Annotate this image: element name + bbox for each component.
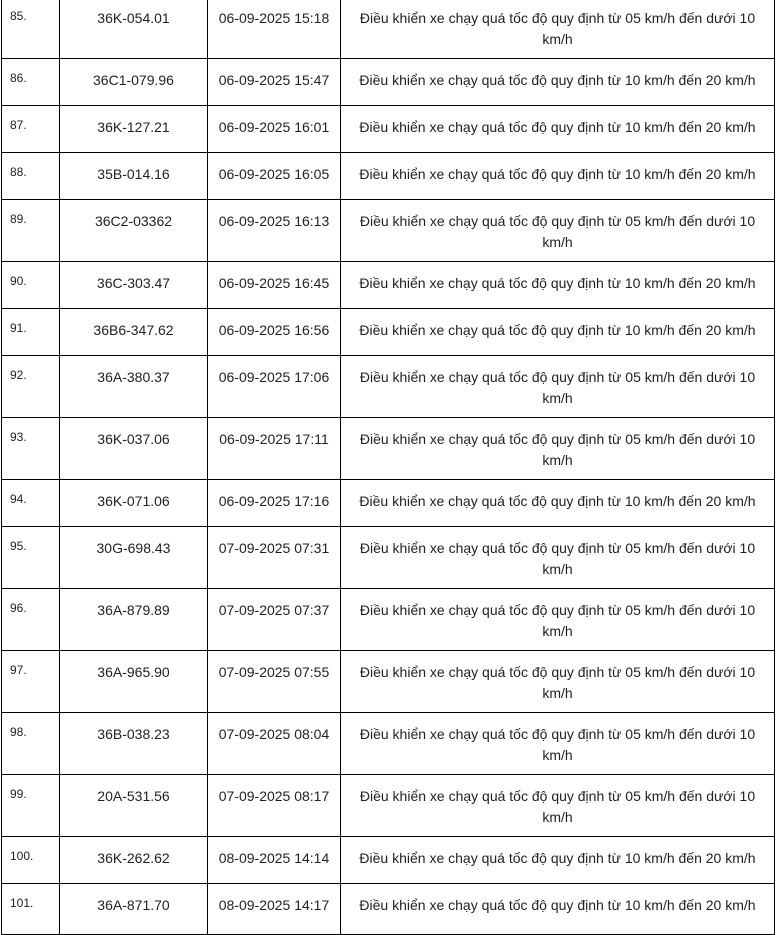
license-plate: 36K-054.01: [60, 0, 208, 59]
violation-description: Điều khiển xe chạy quá tốc độ quy định từ 05 km/h đến dưới 10 km/h: [341, 651, 775, 713]
violation-time: 06-09-2025 16:05: [208, 153, 341, 200]
violation-time: 06-09-2025 17:06: [208, 356, 341, 418]
license-plate: 36A-879.89: [60, 589, 208, 651]
violation-time: 07-09-2025 07:37: [208, 589, 341, 651]
table-row: [2, 837, 775, 884]
row-number: 91.: [2, 309, 60, 356]
violation-description: Điều khiển xe chạy quá tốc độ quy định từ 05 km/h đến dưới 10 km/h: [341, 527, 775, 589]
violation-description: Điều khiển xe chạy quá tốc độ quy định từ 10 km/h đến 20 km/h: [341, 262, 775, 309]
table-row: [2, 713, 775, 775]
violation-time: 08-09-2025 14:14: [208, 837, 341, 884]
row-number: 86.: [2, 59, 60, 106]
row-number: 99.: [2, 775, 60, 837]
license-plate: 36A-871.70: [60, 884, 208, 935]
violation-time: 06-09-2025 17:16: [208, 480, 341, 527]
violation-time: 06-09-2025 16:13: [208, 200, 341, 262]
license-plate: 36A-965.90: [60, 651, 208, 713]
row-number: 95.: [2, 527, 60, 589]
violation-description: Điều khiển xe chạy quá tốc độ quy định từ 05 km/h đến dưới 10 km/h: [341, 589, 775, 651]
license-plate: 36K-127.21: [60, 106, 208, 153]
row-number: 98.: [2, 713, 60, 775]
violation-description: Điều khiển xe chạy quá tốc độ quy định từ 10 km/h đến 20 km/h: [341, 837, 775, 884]
table-row: [2, 153, 775, 200]
table-row: [2, 651, 775, 713]
row-number: 96.: [2, 589, 60, 651]
row-number: 89.: [2, 200, 60, 262]
row-number: 87.: [2, 106, 60, 153]
license-plate: 35B-014.16: [60, 153, 208, 200]
violation-time: 07-09-2025 07:31: [208, 527, 341, 589]
table-row: [2, 106, 775, 153]
violation-time: 07-09-2025 08:17: [208, 775, 341, 837]
license-plate: 20A-531.56: [60, 775, 208, 837]
violations-table: [1, 0, 775, 935]
violation-time: 08-09-2025 14:17: [208, 884, 341, 935]
violation-description: Điều khiển xe chạy quá tốc độ quy định từ 05 km/h đến dưới 10 km/h: [341, 713, 775, 775]
table-row: [2, 0, 775, 59]
row-number: 85.: [2, 0, 60, 59]
table-row: [2, 527, 775, 589]
violation-description: Điều khiển xe chạy quá tốc độ quy định từ 10 km/h đến 20 km/h: [341, 59, 775, 106]
row-number: 94.: [2, 480, 60, 527]
violation-description: Điều khiển xe chạy quá tốc độ quy định từ 10 km/h đến 20 km/h: [341, 153, 775, 200]
row-number: 88.: [2, 153, 60, 200]
violation-description: Điều khiển xe chạy quá tốc độ quy định từ 10 km/h đến 20 km/h: [341, 480, 775, 527]
violation-time: 06-09-2025 16:56: [208, 309, 341, 356]
violation-time: 06-09-2025 17:11: [208, 418, 341, 480]
license-plate: 36B6-347.62: [60, 309, 208, 356]
row-number: 90.: [2, 262, 60, 309]
row-number: 101.: [2, 884, 60, 935]
table-row: [2, 884, 775, 935]
row-number: 100.: [2, 837, 60, 884]
license-plate: 36A-380.37: [60, 356, 208, 418]
table-row: [2, 480, 775, 527]
table-row: [2, 589, 775, 651]
violation-description: Điều khiển xe chạy quá tốc độ quy định từ 05 km/h đến dưới 10 km/h: [341, 775, 775, 837]
table-row: [2, 200, 775, 262]
license-plate: 36C-303.47: [60, 262, 208, 309]
violation-description: Điều khiển xe chạy quá tốc độ quy định từ 10 km/h đến 20 km/h: [341, 884, 775, 935]
violation-time: 07-09-2025 07:55: [208, 651, 341, 713]
row-number: 93.: [2, 418, 60, 480]
table-row: [2, 418, 775, 480]
violation-time: 07-09-2025 08:04: [208, 713, 341, 775]
violation-time: 06-09-2025 16:45: [208, 262, 341, 309]
violation-description: Điều khiển xe chạy quá tốc độ quy định từ 05 km/h đến dưới 10 km/h: [341, 418, 775, 480]
table-row: [2, 775, 775, 837]
table-row: [2, 356, 775, 418]
license-plate: 36C1-079.96: [60, 59, 208, 106]
row-number: 97.: [2, 651, 60, 713]
license-plate: 36K-071.06: [60, 480, 208, 527]
violation-description: Điều khiển xe chạy quá tốc độ quy định từ 05 km/h đến dưới 10 km/h: [341, 0, 775, 59]
license-plate: 36K-262.62: [60, 837, 208, 884]
table-row: [2, 59, 775, 106]
violation-description: Điều khiển xe chạy quá tốc độ quy định từ 05 km/h đến dưới 10 km/h: [341, 200, 775, 262]
violation-time: 06-09-2025 15:47: [208, 59, 341, 106]
license-plate: 36B-038.23: [60, 713, 208, 775]
license-plate: 36K-037.06: [60, 418, 208, 480]
license-plate: 30G-698.43: [60, 527, 208, 589]
violation-description: Điều khiển xe chạy quá tốc độ quy định từ 10 km/h đến 20 km/h: [341, 106, 775, 153]
table-row: [2, 309, 775, 356]
license-plate: 36C2-03362: [60, 200, 208, 262]
violation-description: Điều khiển xe chạy quá tốc độ quy định từ 10 km/h đến 20 km/h: [341, 309, 775, 356]
violation-time: 06-09-2025 16:01: [208, 106, 341, 153]
row-number: 92.: [2, 356, 60, 418]
violation-description: Điều khiển xe chạy quá tốc độ quy định từ 05 km/h đến dưới 10 km/h: [341, 356, 775, 418]
table-row: [2, 262, 775, 309]
violation-time: 06-09-2025 15:18: [208, 0, 341, 59]
